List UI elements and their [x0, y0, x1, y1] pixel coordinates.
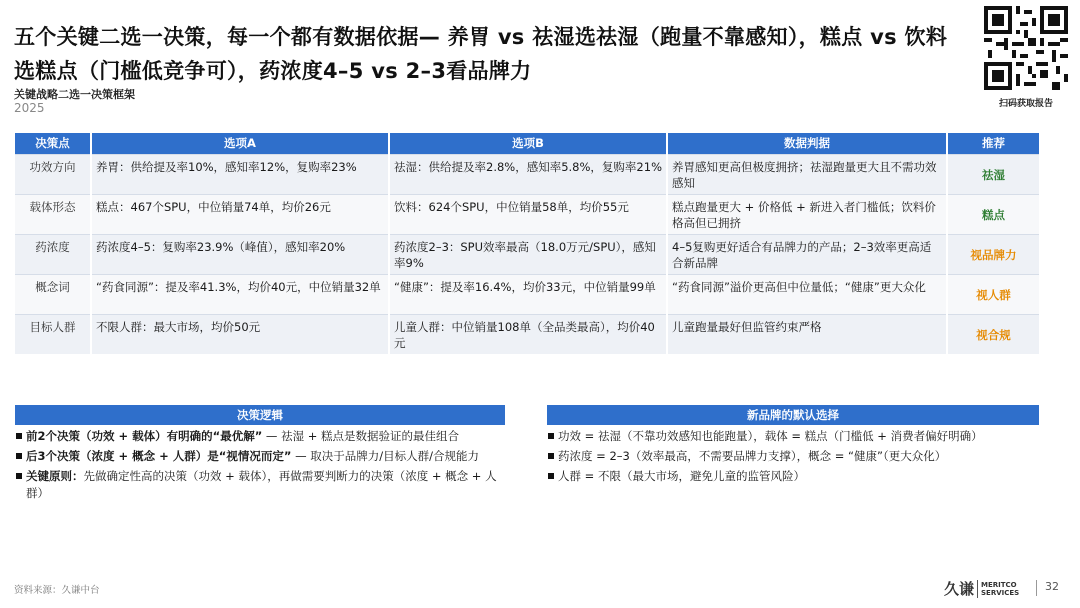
dimension-cell: 概念词 [15, 274, 91, 314]
table-row [15, 234, 1039, 274]
dimension-cell: 载体形态 [15, 194, 91, 234]
bullet-icon [16, 433, 22, 439]
item-text: — 取决于品牌力/目标人群/合规能力 [295, 449, 479, 463]
table-row [15, 314, 1039, 354]
logo-english-line-2: SERVICES [981, 588, 1020, 597]
logo-english-text [981, 581, 1019, 597]
table-row [15, 194, 1039, 234]
bullet-icon [548, 433, 554, 439]
logo-chinese-text: 久谦 [944, 580, 975, 598]
option-a-cell: 糕点：467个SPU，中位销量74单，均价26元 [91, 194, 389, 234]
recommendation-cell: 视人群 [947, 274, 1039, 314]
bullet-icon [548, 473, 554, 479]
list-item [547, 448, 1039, 465]
item-text: 药浓度 = 2–3（效率最高，不需要品牌力支撑），概念 = “健康”（更大众化） [558, 449, 947, 463]
qr-code-icon[interactable] [984, 6, 1068, 90]
default-choice-list [547, 425, 1039, 485]
recommendation-cell: 祛湿 [947, 154, 1039, 194]
list-item [547, 428, 1039, 445]
dimension-cell: 功效方向 [15, 154, 91, 194]
year-label: 2025 [14, 101, 45, 115]
decision-logic-panel [15, 405, 505, 505]
dimension-cell: 药浓度 [15, 234, 91, 274]
option-b-cell: 祛湿：供给提及率2.8%，感知率5.8%，复购率21% [389, 154, 667, 194]
recommendation-cell: 糕点 [947, 194, 1039, 234]
option-b-cell: 药浓度2–3：SPU效率最高（18.0万元/SPU），感知率9% [389, 234, 667, 274]
qr-caption: 扫码获取报告 [998, 99, 1053, 109]
option-b-cell: “健康”：提及率16.4%，均价33元，中位销量99单 [389, 274, 667, 314]
header-option-b: 选项B [389, 133, 667, 154]
option-b-cell: 饮料：624个SPU，中位销量58单，均价55元 [389, 194, 667, 234]
bullet-icon [16, 453, 22, 459]
item-text: 人群 = 不限（最大市场，避免儿童的监管风险） [558, 469, 805, 483]
recommendation-cell: 视品牌力 [947, 234, 1039, 274]
bullet-icon [548, 453, 554, 459]
page-number: 32 [1045, 580, 1059, 593]
recommendation-cell: 视合规 [947, 314, 1039, 354]
dimension-cell: 目标人群 [15, 314, 91, 354]
decision-logic-list [15, 425, 505, 502]
header-recommendation: 推荐 [947, 133, 1039, 154]
table-header-row [15, 133, 1039, 154]
item-text: — 祛湿 + 糕点是数据验证的最佳组合 [265, 429, 460, 443]
meritco-logo [944, 578, 1019, 599]
criteria-cell: 养胃感知更高但极度拥挤；祛湿跑量更大且不需功效感知 [667, 154, 947, 194]
option-b-cell: 儿童人群：中位销量108单（全品类最高），均价40元 [389, 314, 667, 354]
bullet-icon [16, 473, 22, 479]
option-a-cell: 不限人群：最大市场，均价50元 [91, 314, 389, 354]
default-choice-header: 新品牌的默认选择 [547, 405, 1039, 425]
item-text: 先做确定性高的决策（功效 + 载体），再做需要判断力的决策（浓度 + 概念 + 人群） [26, 469, 497, 500]
item-bold-text: 后3个决策（浓度 + 概念 + 人群）是“视情况而定” [26, 449, 292, 463]
criteria-cell: 4–5复购更好适合有品牌力的产品；2–3效率更高适合新品牌 [667, 234, 947, 274]
item-text: 功效 = 祛湿（不靠功效感知也能跑量），载体 = 糕点（门槛低 + 消费者偏好明确） [558, 429, 983, 443]
logo-divider [977, 580, 978, 598]
header-dimension: 决策点 [15, 133, 91, 154]
criteria-cell: 儿童跑量最好但监管约束严格 [667, 314, 947, 354]
table-row [15, 274, 1039, 314]
item-bold-text: 关键原则： [26, 469, 84, 483]
page-subtitle: 关键战略二选一决策框架 [14, 88, 135, 101]
default-choice-panel [547, 405, 1039, 488]
list-item [15, 428, 505, 445]
header-criteria: 数据判据 [667, 133, 947, 154]
header-option-a: 选项A [91, 133, 389, 154]
table-row [15, 154, 1039, 194]
decision-logic-header: 决策逻辑 [15, 405, 505, 425]
source-note: 资料来源：久谦中台 [14, 585, 100, 596]
page-number-divider [1036, 580, 1037, 596]
option-a-cell: “药食同源”：提及率41.3%，均价40元，中位销量32单 [91, 274, 389, 314]
list-item [547, 468, 1039, 485]
decision-framework-table [15, 133, 1039, 354]
criteria-cell: 糕点跑量更大 + 价格低 + 新进入者门槛低；饮料价格高但已拥挤 [667, 194, 947, 234]
option-a-cell: 养胃：供给提及率10%，感知率12%，复购率23% [91, 154, 389, 194]
list-item [15, 468, 505, 502]
logo-english-line-1: MERITCO [981, 580, 1017, 589]
criteria-cell: “药食同源”溢价更高但中位量低；“健康”更大众化 [667, 274, 947, 314]
item-bold-text: 前2个决策（功效 + 载体）有明确的“最优解” [26, 429, 263, 443]
option-a-cell: 药浓度4–5：复购率23.9%（峰值），感知率20% [91, 234, 389, 274]
page-title: 五个关键二选一决策，每一个都有数据依据— 养胃 vs 祛湿选祛湿（跑量不靠感知），糕点 vs 饮料选糕点（门槛低竞争可），药浓度4–5 vs 2–3看品牌力 [14, 25, 948, 83]
list-item [15, 448, 505, 465]
